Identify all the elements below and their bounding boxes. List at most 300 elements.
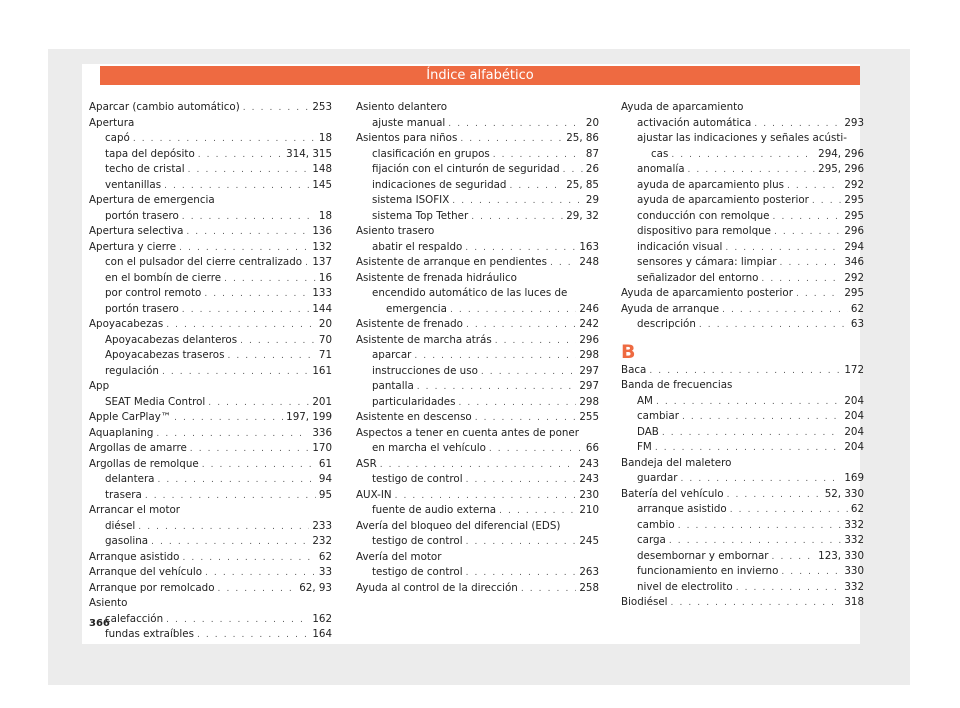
index-entry-label: Arranque del vehículo (89, 566, 203, 578)
index-entry-label: gasolina (105, 535, 149, 547)
index-entry-label: AUX-IN (356, 488, 392, 501)
index-entry (621, 409, 864, 425)
dot-leader (812, 194, 841, 209)
index-entry (621, 209, 864, 225)
index-entry-label: abatir el respaldo (372, 240, 463, 253)
index-entry-label: Ayuda de arranque (621, 302, 720, 315)
index-entry-label: techo de cristal (105, 163, 185, 175)
index-entry (621, 580, 864, 596)
dot-leader (730, 503, 848, 518)
dot-leader (186, 225, 309, 240)
index-entry-label: señalizador del entorno (637, 271, 759, 284)
dot-leader (781, 565, 841, 580)
dot-leader (481, 365, 576, 380)
index-entry-label: capó (105, 132, 130, 144)
index-entry-label: portón trasero (105, 209, 179, 222)
index-entry-label: tapa del depósito (105, 147, 195, 160)
dot-leader (773, 210, 842, 225)
dot-leader (509, 179, 563, 194)
index-entry-label: Asistente de arranque en pendientes (356, 256, 547, 268)
dot-leader (174, 411, 283, 426)
index-entry-label: cambio (637, 518, 675, 531)
index-entry-label: emergencia (386, 302, 447, 315)
index-entry (89, 426, 332, 442)
dot-leader (305, 256, 309, 271)
index-entry-page: 263 (579, 566, 599, 578)
index-entry (621, 193, 864, 209)
index-entry (621, 116, 864, 132)
dot-leader (182, 551, 315, 566)
index-entry-page: 255 (579, 411, 599, 423)
dot-leader (669, 534, 841, 549)
dot-leader (772, 550, 816, 565)
index-entry (356, 410, 599, 426)
index-entry-label: testigo de control (372, 566, 463, 578)
index-entry (356, 534, 599, 550)
index-entry (89, 612, 332, 628)
index-entry-page: 20 (585, 116, 599, 129)
index-entry-page: 245 (579, 535, 599, 547)
index-heading: Asiento delantero (356, 101, 447, 113)
index-entry-page: 332 (844, 518, 864, 531)
index-entry-label: regulación (105, 364, 159, 377)
index-entry-label: nivel de electrolito (637, 580, 733, 593)
dot-leader (190, 442, 310, 457)
dot-leader (699, 318, 848, 333)
index-entry-label: cas (651, 147, 669, 160)
index-entry (356, 162, 599, 178)
dot-leader (179, 241, 309, 256)
index-entry-page: 62 (850, 302, 864, 315)
index-entry-label: AM (637, 394, 653, 407)
index-entry-label: descripción (637, 318, 696, 330)
dot-leader (133, 132, 316, 147)
dot-leader (162, 365, 309, 380)
index-entry (89, 255, 332, 271)
index-entry (356, 333, 599, 349)
index-entry-page: 163 (579, 240, 599, 253)
index-entry (621, 147, 864, 163)
index-entry-page: 242 (579, 318, 599, 330)
dot-leader (671, 596, 842, 611)
index-entry-label: Ayuda de aparcamiento posterior (621, 287, 793, 299)
index-entry-page: 132 (312, 240, 332, 253)
index-entry-label: Ayuda al control de la dirección (356, 581, 518, 594)
index-entry-page: 336 (312, 426, 332, 439)
index-entry (89, 472, 332, 488)
index-entry (89, 534, 332, 550)
dot-leader (459, 396, 577, 411)
index-entry-label: SEAT Media Control (105, 395, 206, 408)
index-entry-label: Arranque por remolcado (89, 581, 215, 594)
index-entry (356, 193, 599, 209)
index-entry-page: 292 (844, 271, 864, 284)
index-entry-page: 210 (579, 504, 599, 516)
index-entry-page: 298 (579, 395, 599, 408)
index-entry-label: desembornar y embornar (637, 549, 769, 562)
index-entry (89, 131, 332, 147)
dot-leader (681, 472, 842, 487)
dot-leader (380, 458, 577, 473)
index-entry-page: 243 (579, 473, 599, 485)
index-entry-label: Asistente en descenso (356, 411, 472, 423)
index-entry-page: 18 (318, 132, 332, 144)
index-entry (621, 394, 864, 410)
index-entry (89, 519, 332, 535)
index-entry-page: 136 (312, 225, 332, 237)
dot-leader (796, 287, 841, 302)
index-heading: Apertura (89, 116, 135, 129)
index-entry (621, 549, 864, 565)
index-entry-page: 18 (318, 209, 332, 222)
index-entry (356, 302, 599, 318)
dot-leader (395, 489, 577, 504)
index-entry (89, 441, 332, 457)
dot-leader (466, 535, 577, 550)
index-entry-page: 162 (312, 612, 332, 625)
dot-leader (682, 410, 841, 425)
dot-leader (145, 489, 316, 504)
dot-leader (466, 473, 577, 488)
index-entry (621, 317, 864, 333)
index-entry-label: portón trasero (105, 302, 179, 315)
index-heading: Avería del bloqueo del diferencial (EDS) (356, 519, 561, 532)
index-entry-page: 204 (844, 441, 864, 453)
index-entry-label: ventanillas (105, 178, 162, 191)
dot-leader (182, 303, 310, 318)
index-entry (356, 317, 599, 333)
index-entry-label: DAB (637, 425, 659, 438)
index-entry-page: 52, 330 (824, 487, 864, 500)
dot-leader (471, 210, 563, 225)
index-entry-page: 61 (318, 457, 332, 470)
dot-leader (671, 148, 815, 163)
index-entry (621, 240, 864, 256)
index-entry-label: ajuste manual (372, 116, 446, 129)
index-heading: Asistente de frenada hidráulico (356, 271, 517, 284)
index-entry (89, 178, 332, 194)
dot-leader (450, 303, 576, 318)
dot-leader (240, 334, 316, 349)
index-entry (356, 240, 599, 256)
index-entry-label: anomalía (637, 163, 685, 175)
index-entry-label: en marcha el vehículo (372, 442, 486, 454)
index-entry-label: Apoyacabezas delanteros (105, 333, 238, 346)
index-entry-page: 330 (844, 565, 864, 577)
index-entry-page: 144 (312, 302, 332, 315)
index-entry (89, 395, 332, 411)
index-entry (89, 271, 332, 287)
index-heading: Banda de frecuencias (621, 379, 733, 391)
index-entry-page: 318 (844, 596, 864, 608)
index-column-2 (356, 100, 599, 596)
index-heading: Asiento (89, 597, 128, 609)
index-entry (356, 255, 599, 271)
index-entry (356, 178, 599, 194)
index-entry-label: indicaciones de seguridad (372, 178, 507, 191)
index-entry (621, 471, 864, 487)
dot-leader (489, 442, 583, 457)
index-entry (356, 147, 599, 163)
index-entry-page: 295 (844, 194, 864, 206)
index-entry (621, 286, 864, 302)
dot-leader (722, 303, 848, 318)
index-heading: App (89, 380, 110, 392)
index-entry-page: 161 (312, 364, 332, 377)
index-entry-page: 123, 330 (818, 549, 864, 562)
dot-leader (460, 132, 563, 147)
dot-leader (166, 613, 309, 628)
dot-leader (780, 256, 842, 271)
index-entry (89, 209, 332, 225)
index-entry-page: 25, 86 (566, 132, 599, 144)
index-entry-page: 87 (585, 147, 599, 160)
index-entry-page: 295 (844, 209, 864, 222)
index-entry-label: con el pulsador del cierre centralizado (105, 256, 303, 268)
index-entry (89, 162, 332, 178)
index-heading: Arrancar el motor (89, 504, 181, 516)
index-section-letter: B (621, 340, 636, 363)
index-entry-page: 62 (318, 550, 332, 563)
index-entry (356, 116, 599, 132)
index-entry-label: sistema Top Tether (372, 209, 469, 222)
index-entry-page: 71 (318, 349, 332, 361)
index-entry-label: sistema ISOFIX (372, 194, 450, 206)
dot-leader (649, 364, 841, 379)
index-entry-label: arranque asistido (637, 503, 727, 515)
index-entry-label: testigo de control (372, 473, 463, 485)
index-entry-page: 295 (844, 287, 864, 299)
index-entry-page: 137 (312, 256, 332, 268)
index-entry-page: 294 (844, 240, 864, 253)
index-entry (356, 488, 599, 504)
dot-leader (198, 148, 283, 163)
index-entry-page: 20 (318, 318, 332, 330)
index-entry-page: 204 (844, 410, 864, 422)
index-entry-page: 297 (579, 364, 599, 377)
index-entry-page: 16 (318, 271, 332, 284)
dot-leader (202, 458, 316, 473)
index-entry-label: guardar (637, 472, 678, 484)
index-entry-label: ayuda de aparcamiento posterior (637, 194, 809, 206)
index-entry (356, 395, 599, 411)
index-entry-label: fijación con el cinturón de seguridad (372, 163, 560, 175)
index-entry-page: 232 (312, 535, 332, 547)
index-entry (356, 131, 599, 147)
index-entry-page: 66 (585, 442, 599, 454)
dot-leader (499, 504, 576, 519)
index-entry-page: 170 (312, 442, 332, 454)
dot-leader (761, 272, 841, 287)
index-entry-label: ASR (356, 457, 377, 470)
index-heading: Apertura de emergencia (89, 194, 215, 206)
index-entry (89, 627, 332, 643)
dot-leader (725, 241, 841, 256)
index-entry-label: diésel (105, 519, 136, 532)
index-heading: encendido automático de las luces de (372, 287, 568, 299)
index-entry-page: 201 (312, 395, 332, 408)
index-entry-label: Asistente de marcha atrás (356, 333, 492, 346)
dot-leader (736, 581, 842, 596)
index-entry (621, 595, 864, 611)
index-entry-page: 295, 296 (818, 163, 864, 175)
index-entry (621, 302, 864, 318)
index-entry-label: Apertura selectiva (89, 225, 184, 237)
dot-leader (138, 520, 309, 535)
index-entry-label: Arranque asistido (89, 550, 180, 563)
dot-leader (475, 411, 577, 426)
index-entry-page: 204 (844, 425, 864, 438)
index-entry-page: 293 (844, 116, 864, 129)
index-entry (89, 224, 332, 240)
index-entry (621, 518, 864, 534)
index-entry-label: conducción con remolque (637, 209, 770, 222)
index-entry-page: 243 (579, 457, 599, 470)
index-entry (356, 441, 599, 457)
index-entry (621, 178, 864, 194)
index-entry (89, 565, 332, 581)
dot-leader (151, 535, 309, 550)
dot-leader (521, 582, 577, 597)
dot-leader (224, 272, 316, 287)
index-entry-page: 332 (844, 534, 864, 546)
index-entry (89, 364, 332, 380)
index-entry (621, 363, 864, 379)
index-heading: Bandeja del maletero (621, 456, 732, 469)
index-entry-label: Aquaplaning (89, 426, 154, 439)
index-entry-page: 258 (579, 581, 599, 594)
index-entry-label: cambiar (637, 410, 679, 422)
index-entry-page: 197, 199 (286, 411, 332, 423)
dot-leader (774, 225, 841, 240)
index-entry (621, 271, 864, 287)
index-entry-page: 169 (844, 472, 864, 484)
index-entry-label: Batería del vehículo (621, 487, 724, 500)
index-entry-page: 346 (844, 256, 864, 268)
index-entry (621, 564, 864, 580)
index-entry-page: 33 (318, 566, 332, 578)
index-entry (356, 565, 599, 581)
dot-leader (787, 179, 841, 194)
index-entry (621, 255, 864, 271)
index-entry (356, 457, 599, 473)
index-heading: Avería del motor (356, 550, 442, 563)
index-entry-label: pantalla (372, 380, 414, 392)
index-entry-label: Argollas de remolque (89, 457, 199, 470)
dot-leader (727, 488, 822, 503)
index-entry-label: Asientos para niños (356, 132, 458, 144)
index-entry (89, 348, 332, 364)
index-entry-label: FM (637, 441, 652, 453)
index-entry (356, 503, 599, 519)
index-entry (356, 364, 599, 380)
dot-leader (452, 194, 583, 209)
dot-leader (550, 256, 576, 271)
index-entry (89, 317, 332, 333)
dot-leader (662, 426, 841, 441)
index-entry-page: 62, 93 (299, 581, 332, 594)
index-entry-label: testigo de control (372, 535, 463, 547)
page-number: 366 (89, 618, 110, 629)
dot-leader (205, 566, 316, 581)
index-entry (89, 550, 332, 566)
index-entry (621, 487, 864, 503)
dot-leader (448, 117, 583, 132)
index-entry-page: 332 (844, 580, 864, 593)
index-entry (89, 100, 332, 116)
dot-leader (208, 396, 309, 411)
index-entry-page: 70 (318, 333, 332, 346)
index-entry-label: Aparcar (cambio automático) (89, 101, 240, 113)
index-entry-page: 298 (579, 349, 599, 361)
index-entry-label: activación automática (637, 116, 752, 129)
dot-leader (188, 163, 310, 178)
dot-leader (414, 349, 576, 364)
dot-leader (465, 241, 576, 256)
dot-leader (243, 101, 310, 116)
index-entry (89, 286, 332, 302)
index-entry (89, 302, 332, 318)
index-entry-label: fundas extraíbles (105, 628, 194, 640)
index-entry-page: 133 (312, 287, 332, 299)
index-entry-page: 297 (579, 380, 599, 392)
index-entry-label: por control remoto (105, 287, 202, 299)
index-entry-page: 296 (844, 225, 864, 237)
index-entry (89, 410, 332, 426)
index-entry-label: Apertura y cierre (89, 240, 177, 253)
index-entry-label: dispositivo para remolque (637, 225, 771, 237)
index-entry-page: 95 (318, 488, 332, 501)
index-entry-page: 62 (850, 503, 864, 515)
index-entry (621, 502, 864, 518)
index-entry (89, 581, 332, 597)
index-entry-page: 230 (579, 488, 599, 501)
index-heading: Aspectos a tener en cuenta antes de poner (356, 426, 579, 439)
page-title: Índice alfabético (100, 66, 860, 85)
index-entry-page: 246 (579, 302, 599, 315)
index-entry-page: 29, 32 (566, 209, 599, 222)
dot-leader (218, 582, 297, 597)
index-heading: Ayuda de aparcamiento (621, 101, 744, 113)
index-column-3 (621, 100, 864, 611)
index-entry (89, 457, 332, 473)
index-entry-label: trasera (105, 488, 142, 501)
index-entry-page: 172 (844, 363, 864, 376)
index-entry (356, 581, 599, 597)
index-entry-page: 145 (312, 178, 332, 191)
index-entry-label: clasificación en grupos (372, 147, 490, 160)
index-entry-label: Apoyacabezas traseros (105, 349, 225, 361)
dot-leader (466, 318, 576, 333)
index-entry (89, 488, 332, 504)
index-entry-label: Asistente de frenado (356, 318, 463, 330)
index-entry (621, 162, 864, 178)
dot-leader (204, 287, 309, 302)
index-entry-label: en el bombín de cierre (105, 271, 222, 284)
index-entry-page: 164 (312, 628, 332, 640)
index-entry-label: ayuda de aparcamiento plus (637, 178, 784, 191)
index-entry-label: aparcar (372, 349, 412, 361)
index-entry-page: 25, 85 (566, 178, 599, 191)
index-entry-page: 296 (579, 333, 599, 346)
index-entry-label: Apoyacabezas (89, 318, 164, 330)
index-entry-page: 233 (312, 519, 332, 532)
index-entry-page: 253 (312, 101, 332, 113)
dot-leader (655, 441, 842, 456)
index-entry-label: Biodiésel (621, 596, 668, 608)
index-entry (89, 333, 332, 349)
index-entry-label: fuente de audio externa (372, 504, 497, 516)
